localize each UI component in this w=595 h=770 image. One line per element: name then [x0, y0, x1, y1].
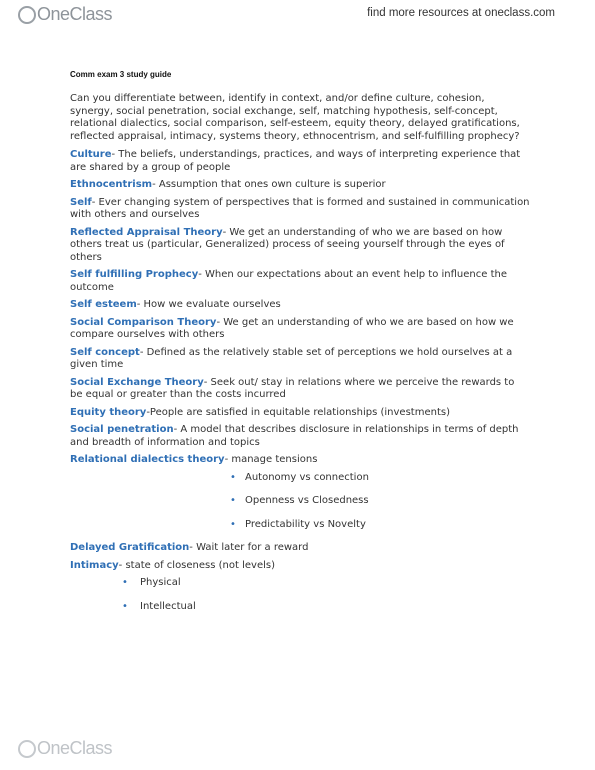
definition-entry	[70, 269, 530, 294]
definition-text: - The beliefs, understandings, practices, and ways of interpreting experience that are shared by a group of people	[70, 149, 521, 173]
definition-entry	[70, 149, 530, 174]
definition-text: - Ever changing system of perspectives that is formed and sustained in communication with others and ourselves	[70, 196, 530, 220]
definitions-list-2	[70, 542, 530, 572]
definition-term: Self esteem	[70, 299, 137, 310]
definition-entry	[70, 454, 530, 467]
definition-entry	[70, 407, 530, 420]
definition-term: Self concept	[70, 346, 140, 358]
definition-term: Self fulfilling Prophecy	[70, 269, 199, 280]
definition-text: - A model that describes disclosure in relationships in terms of depth and breadth of information and topics	[70, 424, 519, 448]
document-body	[70, 70, 530, 624]
definition-text: - We get an understanding of who we are based on how others treat us (particular, Generalized) process of seeing yourself through the eyes of others	[70, 226, 505, 263]
definition-entry	[70, 179, 530, 192]
document-title: Comm exam 3 study guide	[70, 70, 172, 79]
list-item: • Intellectual	[122, 600, 196, 612]
bullet-icon: •	[122, 600, 128, 612]
definitions-list	[70, 149, 530, 467]
definition-text: - Wait later for a reward	[189, 542, 309, 553]
bullet-icon: •	[230, 518, 236, 530]
definition-term: Social penetration	[70, 424, 174, 435]
bullet-icon: •	[122, 577, 128, 588]
intro-paragraph: Can you differentiate between, identify in context, and/or define culture, cohesion, synergy, social penetration, social exchange, self, matching hypothesis, self-concept, relational dialectics, social comparison, self-esteem, equity theory, delayed gratifications, reflected appraisal, intimacy, systems theory, ethnocentrism, and self-fulfilling prophecy?	[70, 93, 520, 142]
definition-entry	[70, 197, 530, 222]
definition-text: - Seek out/ stay in relations where we perceive the rewards to be equal or greater than the costs incurred	[70, 376, 515, 400]
definition-text: - Defined as the relatively stable set of perceptions we hold ourselves at a given time	[70, 346, 513, 370]
definition-term: Self	[70, 196, 92, 208]
definition-entry	[70, 424, 530, 449]
definition-term: Social Comparison Theory	[70, 316, 217, 328]
bullet-icon: •	[230, 471, 236, 483]
intimacy-list	[70, 577, 530, 613]
definition-term: Equity theory	[70, 406, 147, 418]
list-item: • Autonomy vs connection	[230, 471, 369, 483]
definition-entry	[70, 227, 530, 265]
logo-circle-icon	[18, 6, 36, 24]
definition-term: Social Exchange Theory	[70, 376, 204, 388]
definition-text: -People are satisfied in equitable relationships (investments)	[146, 406, 450, 418]
definition-term: Delayed Gratification	[70, 542, 190, 553]
definition-text: - When our expectations about an event help to influence the outcome	[70, 269, 507, 293]
definition-entry	[70, 299, 530, 312]
footer-logo-text: OneClass	[37, 738, 113, 758]
list-item: • Predictability vs Novelty	[230, 518, 366, 530]
definition-text: - How we evaluate ourselves	[136, 299, 281, 310]
definition-text: - We get an understanding of who we are based on how we compare ourselves with others	[70, 316, 514, 340]
definition-term: Culture	[70, 149, 112, 160]
logo-circle-icon	[18, 740, 36, 758]
page-header	[0, 0, 595, 32]
header-tagline[interactable]: find more resources at oneclass.com	[367, 7, 555, 19]
definition-text: - Assumption that ones own culture is superior	[152, 179, 386, 190]
bullet-icon: •	[230, 495, 236, 506]
definition-term: Intimacy	[70, 559, 119, 571]
definition-text: - manage tensions	[224, 454, 318, 465]
definition-entry	[70, 347, 530, 372]
footer-logo[interactable]	[18, 738, 112, 759]
list-item: • Physical	[122, 577, 181, 588]
oneclass-logo[interactable]	[18, 4, 112, 25]
definition-entry	[70, 560, 530, 573]
definition-entry	[70, 377, 530, 402]
definition-term: Reflected Appraisal Theory	[70, 226, 223, 238]
list-item: • Openness vs Closedness	[230, 495, 369, 506]
definition-entry	[70, 317, 530, 342]
dialectics-list	[70, 472, 530, 532]
definition-text: - state of closeness (not levels)	[118, 559, 275, 571]
definition-entry	[70, 542, 530, 555]
definition-term: Relational dialectics theory	[70, 454, 225, 465]
definition-term: Ethnocentrism	[70, 179, 153, 190]
logo-text: OneClass	[37, 4, 113, 24]
